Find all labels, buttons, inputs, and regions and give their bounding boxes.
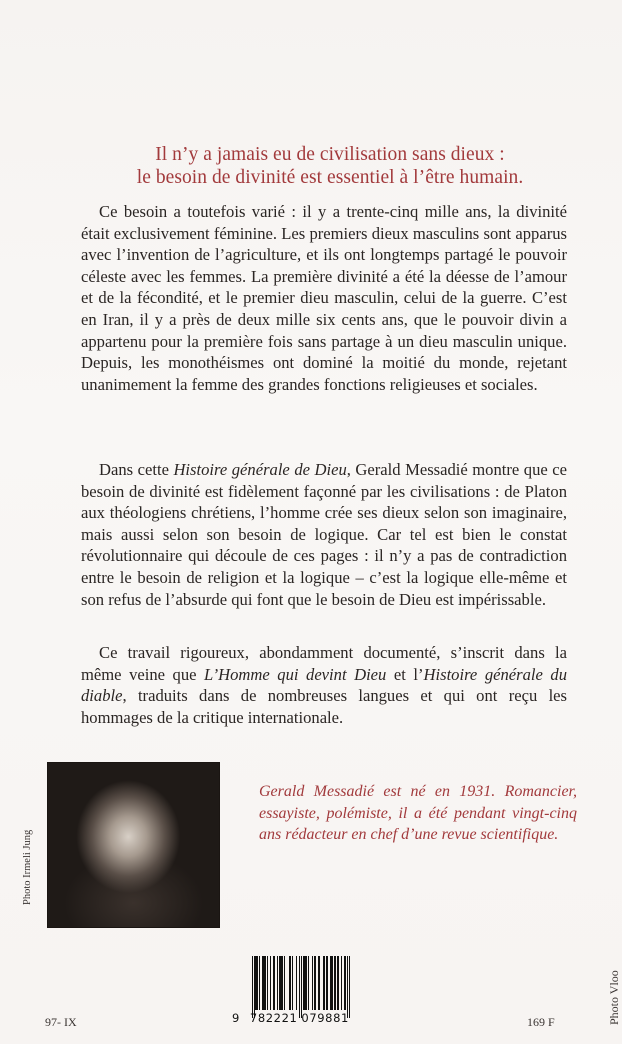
paragraph-3-text-mid: et l’ — [386, 664, 424, 684]
author-bio: Gerald Messadié est né en 1931. Romancier, essayiste, polémiste, il a été pendant vingt-cinq ans rédacteur en chef d’une revue scientifique. — [259, 783, 577, 843]
paragraph-2 — [81, 459, 567, 610]
barcode-group-2: 079881 — [301, 1011, 349, 1025]
paragraph-3 — [81, 642, 567, 728]
barcode-bar — [349, 956, 350, 1018]
book-title-homme-dieu: L’Homme qui devint Dieu — [204, 664, 387, 684]
cover-photo-credit: Photo Vloo — [607, 970, 621, 1025]
barcode-group-1: 782221 — [249, 1011, 298, 1025]
book-title-histoire-dieu: Histoire générale de Dieu — [173, 460, 347, 479]
paragraph-2-text-end: , Gerald Messadié montre que ce besoin de divinité est fidèlement façonné par les civilisations : de Platon aux théologiens chrétiens, l’homme crée ses dieux selon son imaginaire, mais aussi selon son besoin de logique. Car tel est bien le constat révolutionnaire qui découle de ces pages : il n’y a pas de contradiction entre le besoin de religion et la logique – c’est la logique elle-même et son refus de l’absurde qui font que le besoin de Dieu est impérissable. — [81, 460, 567, 609]
barcode-digits — [232, 1011, 349, 1025]
catalog-code: 97- IX — [45, 1015, 77, 1029]
paragraph-2-text-start: Dans cette — [99, 460, 174, 479]
book-title-histoire-diable: Histoire générale du diable — [81, 664, 567, 706]
author-photo-credit: Photo Irmeli Jung — [22, 829, 33, 905]
price: 169 F — [527, 1015, 555, 1029]
tagline-line-1: Il n’y a jamais eu de civilisation sans dieux : — [155, 144, 505, 165]
barcode-bars — [252, 956, 367, 1016]
paragraph-3-text-end: , traduits dans de nombreuses langues et qui ont reçu les hommages de la critique internationale. — [81, 686, 567, 727]
tagline-line-2: le besoin de divinité est essentiel à l’être humain. — [136, 167, 524, 188]
tagline — [80, 143, 580, 189]
paragraph-1 — [81, 201, 567, 395]
paragraph-3-text-start: Ce travail rigoureux, abondamment documenté, s’inscrit dans la même veine que — [81, 643, 567, 684]
isbn-barcode — [232, 956, 392, 1026]
paragraph-1-text: Ce besoin a toutefois varié : il y a trente-cinq mille ans, la divinité était exclusivement féminine. Les premiers dieux masculins sont apparus avec l’invention de l’agriculture, et ils ont longtemps partagé le pouvoir céleste avec les femmes. La première divinité a été la déesse de l’amour et de la fécondité, et le premier dieu masculin, celui de la guerre. C’est en Iran, il y a près de deux mille six cents ans, que le pouvoir divin a appartenu pour la première fois sans partage à un dieu masculin unique. Depuis, les monothéismes ont dominé la moitié du monde, rejetant unanimement la femme des grandes fonctions religieuses et sociales. — [81, 202, 567, 394]
barcode-first-digit: 9 — [232, 1011, 240, 1025]
author-photo — [47, 762, 220, 928]
